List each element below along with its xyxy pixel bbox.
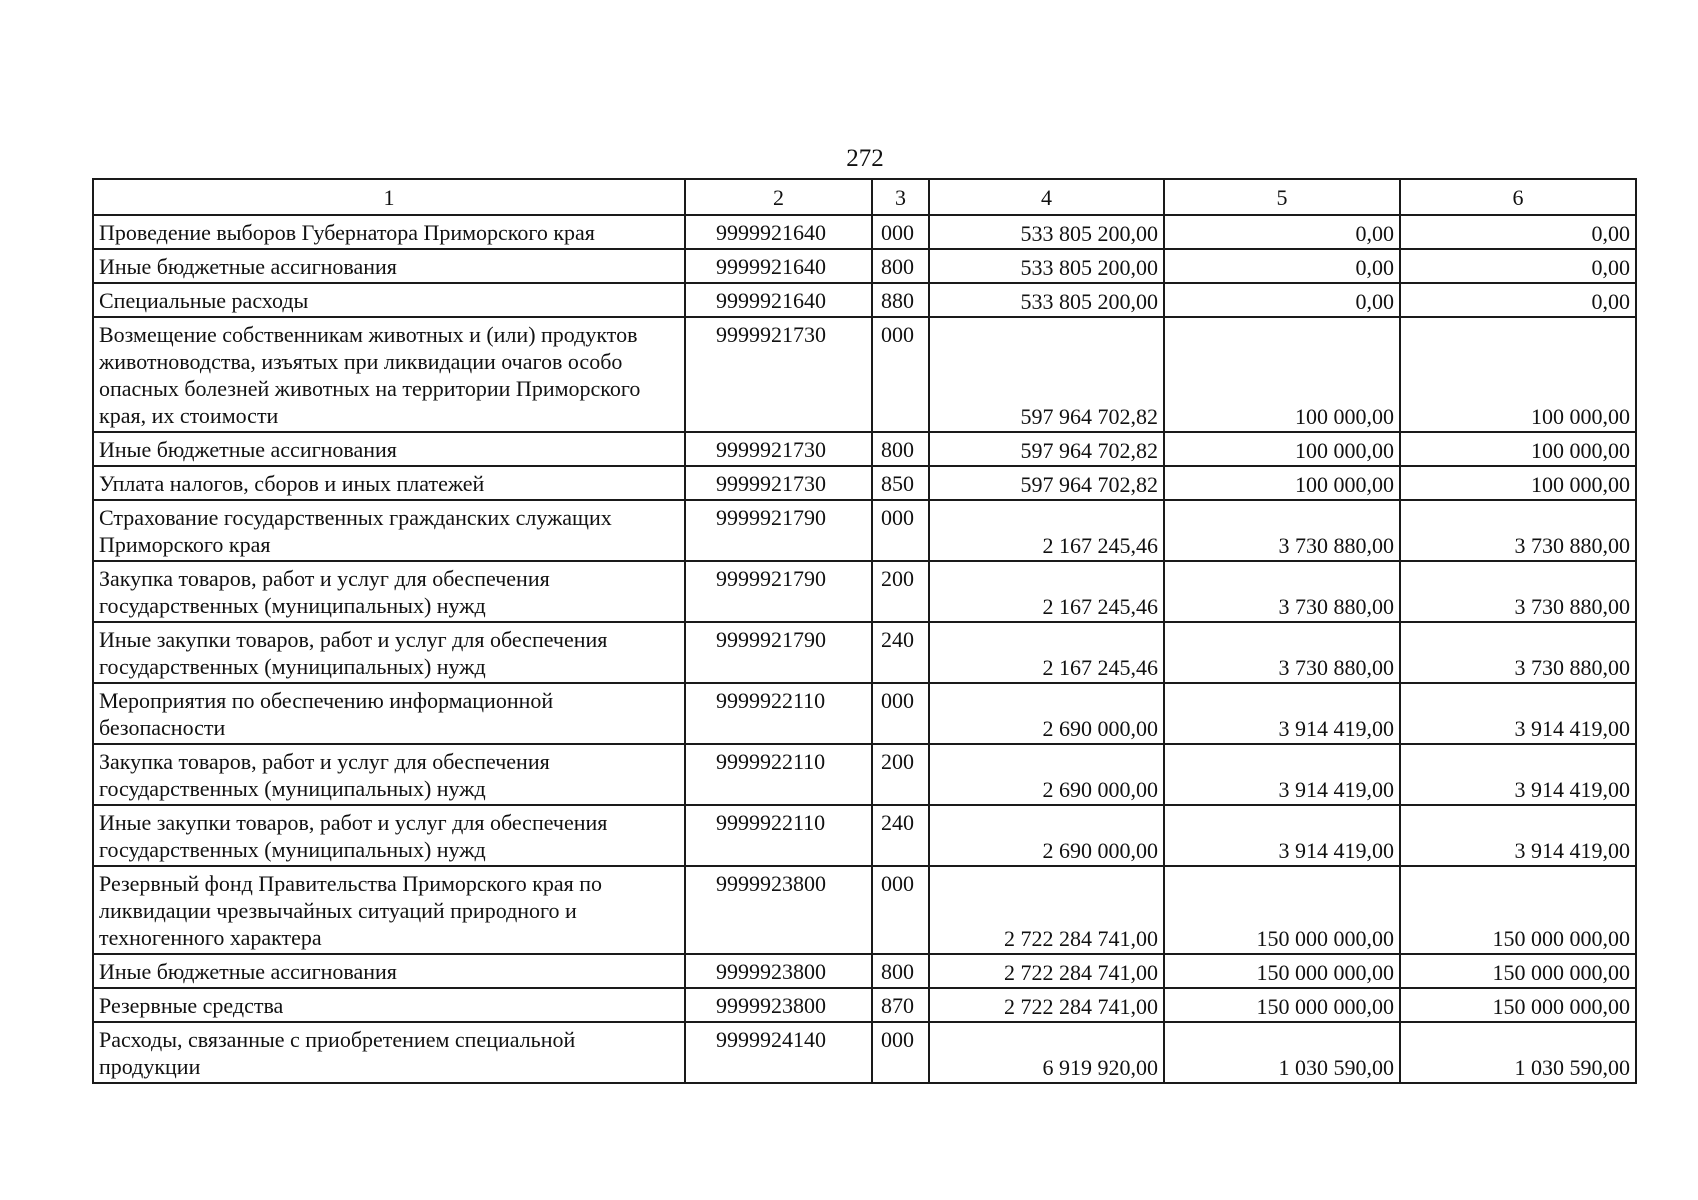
- table-row: [93, 954, 1636, 988]
- row-target-code-cell: 9999921730: [685, 466, 872, 500]
- row-amount-col4-cell: 2 167 245,46: [929, 622, 1164, 683]
- row-amount-col5-cell: 0,00: [1164, 283, 1400, 317]
- row-expense-type-cell: 000: [872, 866, 929, 954]
- row-name-cell: Мероприятия по обеспечению информационной безопасности: [93, 683, 685, 744]
- row-target-code-cell: 9999921790: [685, 622, 872, 683]
- row-amount-col4-cell: 533 805 200,00: [929, 249, 1164, 283]
- row-target-code-cell: 9999921640: [685, 249, 872, 283]
- column-header: 6: [1400, 179, 1636, 215]
- row-amount-col5-cell: 3 730 880,00: [1164, 561, 1400, 622]
- row-expense-type-cell: 000: [872, 317, 929, 432]
- row-amount-col5-cell: 100 000,00: [1164, 432, 1400, 466]
- table-row: [93, 866, 1636, 954]
- row-target-code-cell: 9999924140: [685, 1022, 872, 1083]
- table-row: [93, 988, 1636, 1022]
- row-amount-col6-cell: 3 914 419,00: [1400, 744, 1636, 805]
- table-row: [93, 561, 1636, 622]
- table-row: [93, 283, 1636, 317]
- row-target-code-cell: 9999921730: [685, 317, 872, 432]
- row-amount-col5-cell: 150 000 000,00: [1164, 866, 1400, 954]
- page-number: 272: [846, 145, 884, 172]
- table-row: [93, 744, 1636, 805]
- row-amount-col5-cell: 100 000,00: [1164, 317, 1400, 432]
- row-target-code-cell: 9999921790: [685, 561, 872, 622]
- row-target-code-cell: 9999922110: [685, 744, 872, 805]
- row-name-cell: Возмещение собственникам животных и (или) продуктов животноводства, изъятых при ликвидации очагов особо опасных болезней животных на территории Приморского края, их стоимости: [93, 317, 685, 432]
- row-expense-type-cell: 850: [872, 466, 929, 500]
- row-name-cell: Страхование государственных гражданских служащих Приморского края: [93, 500, 685, 561]
- row-amount-col6-cell: 100 000,00: [1400, 432, 1636, 466]
- row-amount-col5-cell: 3 730 880,00: [1164, 622, 1400, 683]
- row-target-code-cell: 9999921790: [685, 500, 872, 561]
- row-amount-col5-cell: 3 730 880,00: [1164, 500, 1400, 561]
- row-name-cell: Иные бюджетные ассигнования: [93, 249, 685, 283]
- row-amount-col6-cell: 0,00: [1400, 283, 1636, 317]
- column-header: 4: [929, 179, 1164, 215]
- row-amount-col5-cell: 150 000 000,00: [1164, 954, 1400, 988]
- row-target-code-cell: 9999922110: [685, 683, 872, 744]
- row-expense-type-cell: 880: [872, 283, 929, 317]
- row-name-cell: Закупка товаров, работ и услуг для обеспечения государственных (муниципальных) нужд: [93, 561, 685, 622]
- column-header: 2: [685, 179, 872, 215]
- row-amount-col6-cell: 3 914 419,00: [1400, 683, 1636, 744]
- row-amount-col5-cell: 1 030 590,00: [1164, 1022, 1400, 1083]
- row-amount-col4-cell: 533 805 200,00: [929, 215, 1164, 249]
- budget-table: [92, 178, 1637, 1084]
- table-row: [93, 317, 1636, 432]
- row-name-cell: Резервный фонд Правительства Приморского края по ликвидации чрезвычайных ситуаций природного и техногенного характера: [93, 866, 685, 954]
- row-expense-type-cell: 800: [872, 954, 929, 988]
- row-target-code-cell: 9999921640: [685, 215, 872, 249]
- row-expense-type-cell: 000: [872, 1022, 929, 1083]
- row-amount-col5-cell: 0,00: [1164, 249, 1400, 283]
- row-amount-col4-cell: 2 722 284 741,00: [929, 866, 1164, 954]
- row-amount-col5-cell: 150 000 000,00: [1164, 988, 1400, 1022]
- row-amount-col4-cell: 2 167 245,46: [929, 500, 1164, 561]
- row-amount-col6-cell: 150 000 000,00: [1400, 988, 1636, 1022]
- row-amount-col4-cell: 2 690 000,00: [929, 805, 1164, 866]
- row-amount-col5-cell: 100 000,00: [1164, 466, 1400, 500]
- row-amount-col6-cell: 150 000 000,00: [1400, 954, 1636, 988]
- table-row: [93, 215, 1636, 249]
- row-name-cell: Расходы, связанные с приобретением специальной продукции: [93, 1022, 685, 1083]
- row-amount-col5-cell: 3 914 419,00: [1164, 683, 1400, 744]
- row-amount-col6-cell: 3 914 419,00: [1400, 805, 1636, 866]
- row-amount-col4-cell: 597 964 702,82: [929, 317, 1164, 432]
- table-row: [93, 432, 1636, 466]
- column-number-row: [93, 179, 1636, 215]
- row-expense-type-cell: 800: [872, 249, 929, 283]
- row-name-cell: Проведение выборов Губернатора Приморского края: [93, 215, 685, 249]
- row-amount-col5-cell: 0,00: [1164, 215, 1400, 249]
- table-row: [93, 805, 1636, 866]
- row-amount-col6-cell: 100 000,00: [1400, 317, 1636, 432]
- row-target-code-cell: 9999921640: [685, 283, 872, 317]
- row-amount-col4-cell: 597 964 702,82: [929, 466, 1164, 500]
- row-name-cell: Иные бюджетные ассигнования: [93, 432, 685, 466]
- row-amount-col6-cell: 3 730 880,00: [1400, 561, 1636, 622]
- row-amount-col6-cell: 150 000 000,00: [1400, 866, 1636, 954]
- row-expense-type-cell: 000: [872, 215, 929, 249]
- row-target-code-cell: 9999923800: [685, 866, 872, 954]
- row-amount-col4-cell: 6 919 920,00: [929, 1022, 1164, 1083]
- table-row: [93, 622, 1636, 683]
- row-name-cell: Уплата налогов, сборов и иных платежей: [93, 466, 685, 500]
- row-amount-col4-cell: 2 690 000,00: [929, 744, 1164, 805]
- row-amount-col5-cell: 3 914 419,00: [1164, 805, 1400, 866]
- row-name-cell: Специальные расходы: [93, 283, 685, 317]
- row-expense-type-cell: 800: [872, 432, 929, 466]
- row-name-cell: Закупка товаров, работ и услуг для обеспечения государственных (муниципальных) нужд: [93, 744, 685, 805]
- table-row: [93, 466, 1636, 500]
- row-amount-col4-cell: 533 805 200,00: [929, 283, 1164, 317]
- row-amount-col6-cell: 0,00: [1400, 215, 1636, 249]
- row-amount-col4-cell: 2 722 284 741,00: [929, 988, 1164, 1022]
- table-row: [93, 500, 1636, 561]
- row-target-code-cell: 9999923800: [685, 954, 872, 988]
- row-expense-type-cell: 200: [872, 561, 929, 622]
- column-header: 1: [93, 179, 685, 215]
- table-row: [93, 249, 1636, 283]
- table-row: [93, 1022, 1636, 1083]
- row-expense-type-cell: 000: [872, 500, 929, 561]
- row-amount-col6-cell: 3 730 880,00: [1400, 622, 1636, 683]
- row-amount-col6-cell: 3 730 880,00: [1400, 500, 1636, 561]
- row-amount-col6-cell: 100 000,00: [1400, 466, 1636, 500]
- table-row: [93, 683, 1636, 744]
- row-expense-type-cell: 000: [872, 683, 929, 744]
- row-expense-type-cell: 870: [872, 988, 929, 1022]
- row-target-code-cell: 9999923800: [685, 988, 872, 1022]
- row-expense-type-cell: 240: [872, 805, 929, 866]
- row-amount-col4-cell: 2 690 000,00: [929, 683, 1164, 744]
- row-target-code-cell: 9999921730: [685, 432, 872, 466]
- row-amount-col6-cell: 1 030 590,00: [1400, 1022, 1636, 1083]
- column-header: 3: [872, 179, 929, 215]
- row-target-code-cell: 9999922110: [685, 805, 872, 866]
- column-header: 5: [1164, 179, 1400, 215]
- row-amount-col4-cell: 597 964 702,82: [929, 432, 1164, 466]
- row-amount-col6-cell: 0,00: [1400, 249, 1636, 283]
- row-amount-col5-cell: 3 914 419,00: [1164, 744, 1400, 805]
- row-amount-col4-cell: 2 722 284 741,00: [929, 954, 1164, 988]
- row-name-cell: Резервные средства: [93, 988, 685, 1022]
- row-expense-type-cell: 240: [872, 622, 929, 683]
- row-amount-col4-cell: 2 167 245,46: [929, 561, 1164, 622]
- row-expense-type-cell: 200: [872, 744, 929, 805]
- row-name-cell: Иные бюджетные ассигнования: [93, 954, 685, 988]
- row-name-cell: Иные закупки товаров, работ и услуг для обеспечения государственных (муниципальных) нужд: [93, 805, 685, 866]
- row-name-cell: Иные закупки товаров, работ и услуг для обеспечения государственных (муниципальных) нужд: [93, 622, 685, 683]
